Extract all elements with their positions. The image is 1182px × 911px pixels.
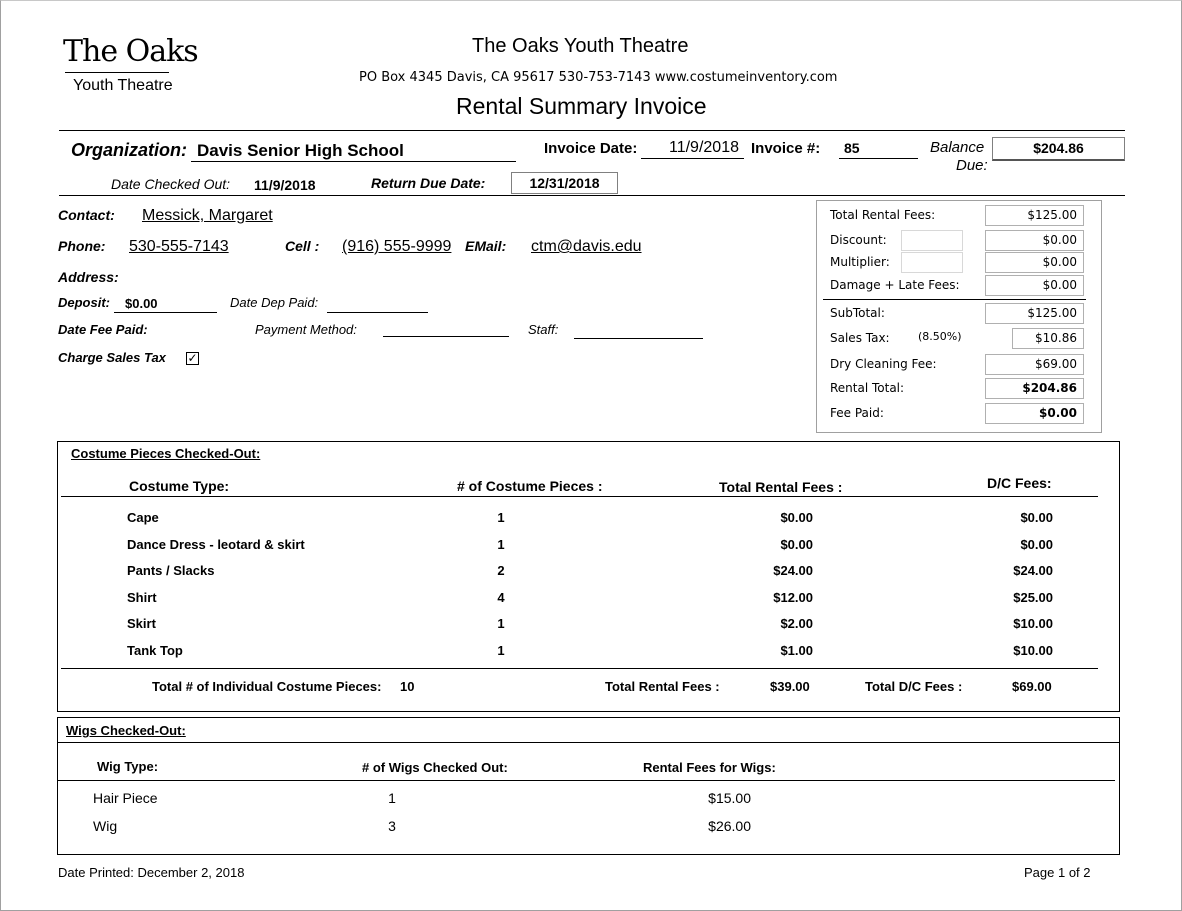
cell-label: Cell : [285,238,320,254]
costume-header-rule [61,496,1098,497]
costume-count-cell: 1 [497,537,505,552]
return-due-date-value: 12/31/2018 [511,172,618,194]
charge-sales-tax-checkbox[interactable]: ✓ [187,351,198,365]
contact-value: Messick, Margaret [142,207,273,224]
wig-section-title: Wigs Checked-Out: [66,723,186,738]
wig-fees-cell: $15.00 [708,790,751,806]
page-number: Page 1 of 2 [1024,865,1091,880]
address-label: Address: [58,269,119,285]
costume-type-header: Costume Type: [129,478,230,494]
org-divider [59,195,1125,196]
payment-method-label: Payment Method: [255,322,357,337]
costume-type-cell: Dance Dress - leotard & skirt [127,537,305,552]
invoice-number-label: Invoice #: [751,140,821,157]
costume-dc-cell: $0.00 [1020,510,1053,525]
costume-fees-cell: $0.00 [780,537,813,552]
costume-type-cell: Shirt [127,590,157,605]
deposit-underline [114,312,217,313]
email-label: EMail: [465,238,507,254]
costume-dc-cell: $10.00 [1013,643,1053,658]
costume-dc-cell: $24.00 [1013,563,1053,578]
costume-dc-cell: $0.00 [1020,537,1053,552]
invoice-number-underline [839,158,918,159]
costume-total-rule [61,668,1098,669]
total-pieces-value: 10 [400,679,415,694]
charge-sales-tax-label: Charge Sales Tax [58,350,166,365]
organization-value: Davis Senior High School [197,141,404,160]
total-rental-fees-label: Total Rental Fees: [830,208,936,222]
costume-count-cell: 1 [497,510,505,525]
wig-type-cell: Wig [93,818,118,834]
sales-tax-rate: (8.50%) [918,330,962,343]
balance-due-value: $204.86 [992,137,1125,161]
payment-method-underline [383,336,509,337]
invoice-date-value: 11/9/2018 [669,139,739,156]
logo-subtitle: Youth Theatre [73,77,173,94]
wig-section [57,717,1120,855]
invoice-number-value: 85 [844,140,860,156]
dry-cleaning-fee-label: Dry Cleaning Fee: [830,357,937,371]
total-dc-fees-label: Total D/C Fees : [865,679,963,694]
return-due-date-label: Return Due Date: [371,175,486,191]
org-address: PO Box 4345 Davis, CA 95617 530-753-7143 www.costumeinventory.com [359,70,838,85]
multiplier-input [901,252,963,273]
rental-total-label: Rental Total: [830,381,905,395]
contact-label: Contact: [58,207,115,223]
organization-underline [191,161,516,162]
subtotal-value: $125.00 [985,303,1084,324]
page-title: Rental Summary Invoice [456,93,707,119]
discount-label: Discount: [830,233,887,247]
logo-title: The Oaks [63,34,198,69]
date-dep-paid-underline [327,312,428,313]
rental-total-value: $204.86 [985,378,1084,399]
total-pieces-label: Total # of Individual Costume Pieces: [152,679,382,694]
costume-dc-header: D/C Fees: [987,475,1052,491]
staff-underline [574,338,703,339]
wig-fees-header: Rental Fees for Wigs: [643,760,776,775]
date-fee-paid-label: Date Fee Paid: [58,322,148,337]
deposit-label: Deposit: [58,295,110,310]
invoice-date-label: Invoice Date: [544,140,638,157]
costume-fees-cell: $2.00 [780,616,813,631]
sales-tax-label: Sales Tax: [830,331,890,345]
multiplier-value: $0.00 [985,252,1084,273]
date-dep-paid-label: Date Dep Paid: [230,295,319,310]
costume-fees-header: Total Rental Fees : [719,479,843,495]
costume-dc-cell: $25.00 [1013,590,1053,605]
wig-fees-cell: $26.00 [708,818,751,834]
subtotal-label: SubTotal: [830,306,885,320]
costume-count-cell: 1 [497,616,505,631]
costume-count-cell: 1 [497,643,505,658]
date-checked-out-label: Date Checked Out: [111,176,231,192]
costume-count-cell: 2 [497,563,505,578]
organization-label: Organization: [71,140,187,160]
costume-count-header: # of Costume Pieces : [457,478,603,494]
costume-type-cell: Skirt [127,616,156,631]
total-rental-fees-value: $125.00 [985,205,1084,226]
summary-divider [823,299,1086,300]
costume-type-cell: Cape [127,510,159,525]
costume-fees-cell: $24.00 [773,563,813,578]
date-checked-out-value: 11/9/2018 [254,177,316,193]
wig-title-rule [58,742,1119,743]
deposit-value: $0.00 [125,296,158,311]
logo-rule [65,72,169,73]
discount-value: $0.00 [985,230,1084,251]
invoice-date-underline [641,158,744,159]
total-rental-fees-value-costume: $39.00 [770,679,810,694]
costume-type-cell: Tank Top [127,643,183,658]
fee-paid-value: $0.00 [985,403,1084,424]
wig-header-rule [58,780,1115,781]
header-divider [59,130,1125,131]
costume-fees-cell: $12.00 [773,590,813,605]
phone-value: 530-555-7143 [129,238,229,255]
staff-label: Staff: [528,322,559,337]
wig-count-cell: 3 [388,818,396,834]
multiplier-label: Multiplier: [830,255,890,269]
discount-input [901,230,963,251]
sales-tax-value: $10.86 [1012,328,1084,349]
wig-type-cell: Hair Piece [93,790,158,806]
balance-due-label-1: Balance [930,139,985,156]
wig-count-cell: 1 [388,790,396,806]
costume-type-cell: Pants / Slacks [127,563,215,578]
damage-late-fees-value: $0.00 [985,275,1084,296]
phone-label: Phone: [58,238,106,254]
costume-fees-cell: $0.00 [780,510,813,525]
damage-late-fees-label: Damage + Late Fees: [830,278,960,292]
dry-cleaning-fee-value: $69.00 [985,354,1084,375]
costume-dc-cell: $10.00 [1013,616,1053,631]
balance-due-label-2: Due: [956,157,988,174]
cell-value: (916) 555-9999 [342,238,452,255]
total-dc-fees-value: $69.00 [1012,679,1052,694]
costume-fees-cell: $1.00 [780,643,813,658]
email-value: ctm@davis.edu [531,238,642,255]
wig-type-header: Wig Type: [97,759,159,774]
wig-count-header: # of Wigs Checked Out: [362,760,508,775]
org-name: The Oaks Youth Theatre [472,35,689,57]
total-rental-fees-label-costume: Total Rental Fees : [605,679,720,694]
fee-paid-label: Fee Paid: [830,406,884,420]
costume-section-title: Costume Pieces Checked-Out: [71,446,261,461]
date-printed: Date Printed: December 2, 2018 [58,865,245,880]
costume-count-cell: 4 [497,590,505,605]
